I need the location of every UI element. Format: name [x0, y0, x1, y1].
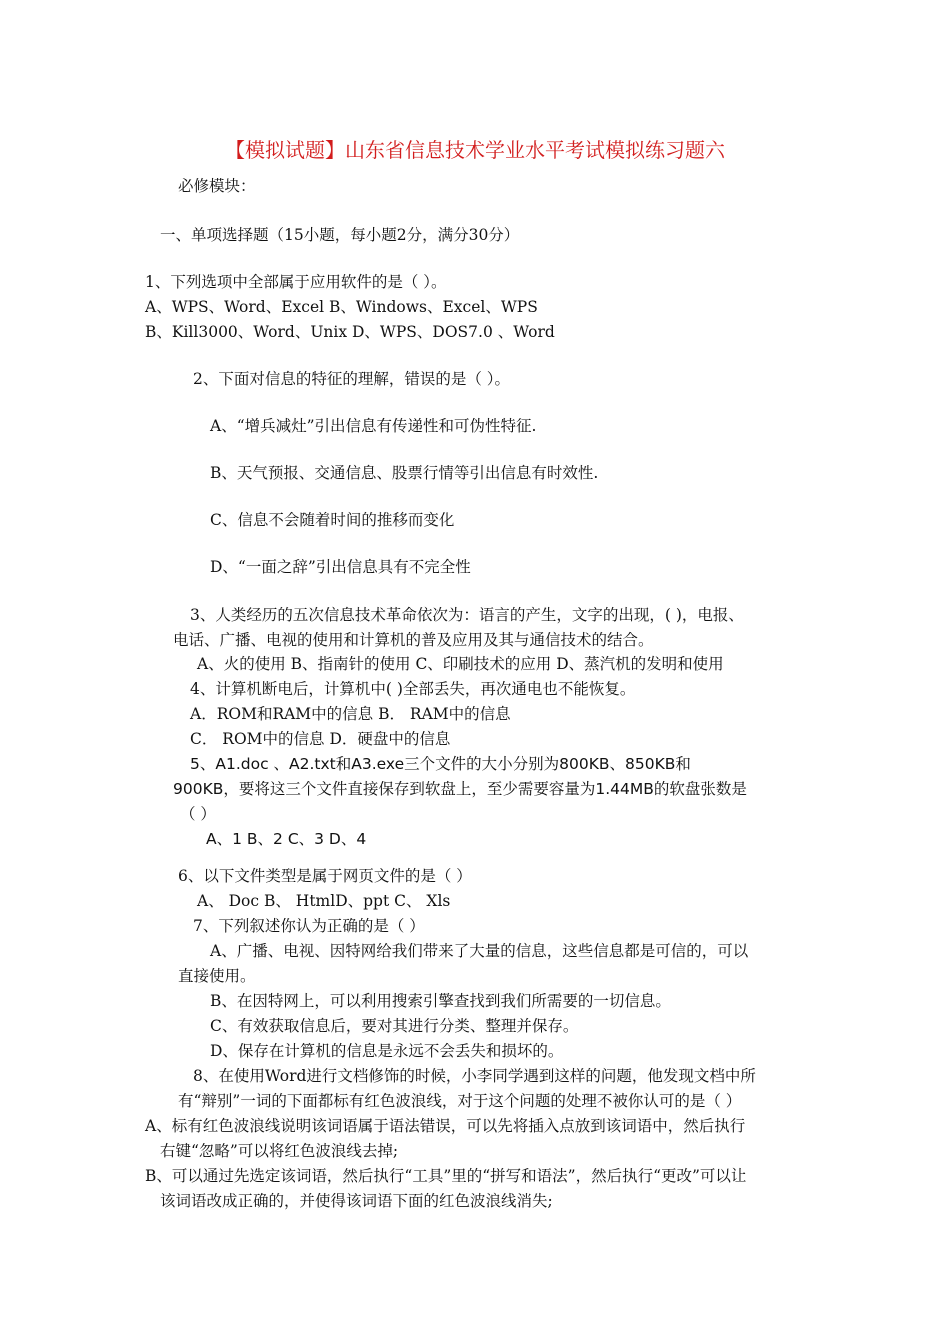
q1-options-line2: B、Kill3000、Word、Unix D、WPS、DOS7.0 、Word [145, 323, 555, 341]
q2-option-a: A、“增兵减灶”引出信息有传递性和可伪性特征. [210, 417, 537, 435]
q5-stem-line2: 900KB，要将这三个文件直接保存到软盘上，至少需要容量为1.44MB的软盘张数是 [173, 780, 747, 798]
q7-option-a-line2: 直接使用。 [178, 967, 256, 985]
q3-options: A、火的使用 B、指南针的使用 C、印刷技术的应用 D、蒸汽机的发明和使用 [197, 655, 724, 673]
q8-option-a-line1: A、标有红色波浪线说明该词语属于语法错误，可以先将插入点放到该词语中，然后执行 [145, 1117, 746, 1135]
q1-stem: 1、下列选项中全部属于应用软件的是（ ）。 [145, 273, 447, 291]
q4-options-line2: C． ROM中的信息 D．硬盘中的信息 [190, 730, 451, 748]
q2-option-c: C、信息不会随着时间的推移而变化 [210, 511, 455, 529]
section-heading: 一、单项选择题（15小题，每小题2分，满分30分） [160, 226, 520, 244]
q2-stem: 2、下面对信息的特征的理解，错误的是（ ）。 [193, 370, 511, 388]
q7-option-b: B、在因特网上，可以利用搜索引擎查找到我们所需要的一切信息。 [210, 992, 671, 1010]
q1-options-line1: A、WPS、Word、Excel B、Windows、Excel、WPS [145, 298, 538, 316]
q8-option-a-line2: 右键“忽略”可以将红色波浪线去掉; [160, 1142, 399, 1160]
q8-stem-line2: 有“辩别”一词的下面都标有红色波浪线，对于这个问题的处理不被你认可的是（ ） [178, 1092, 742, 1110]
q2-option-b: B、天气预报、交通信息、股票行情等引出信息有时效性. [210, 464, 599, 482]
q7-stem: 7、下列叙述你认为正确的是（ ） [193, 917, 425, 935]
q7-option-d: D、保存在计算机的信息是永远不会丢失和损坏的。 [210, 1042, 564, 1060]
q3-stem-line2: 电话、广播、电视的使用和计算机的普及应用及其与通信技术的结合。 [173, 631, 654, 649]
q7-option-a-line1: A、广播、电视、因特网给我们带来了大量的信息，这些信息都是可信的，可以 [210, 942, 749, 960]
q3-stem-line1: 3、人类经历的五次信息技术革命依次为：语言的产生，文字的出现，( )，电报、 [190, 606, 744, 624]
q8-option-b-line2: 该词语改成正确的，并使得该词语下面的红色波浪线消失; [160, 1192, 553, 1210]
q6-options: A、 Doc B、 HtmlD、ppt C、 Xls [197, 892, 451, 910]
page-title: 【模拟试题】山东省信息技术学业水平考试模拟练习题六 [225, 138, 725, 162]
q8-stem-line1: 8、在使用Word进行文档修饰的时候，小李同学遇到这样的问题，他发现文档中所 [193, 1067, 756, 1085]
q5-options: A、1 B、2 C、3 D、4 [206, 830, 367, 848]
q8-option-b-line1: B、可以通过先选定该词语，然后执行“工具”里的“拼写和语法”，然后执行“更改”可以让 [145, 1167, 747, 1185]
module-label: 必修模块： [178, 177, 256, 195]
q4-stem: 4、计算机断电后，计算机中( )全部丢失，再次通电也不能恢复。 [190, 680, 636, 698]
q6-stem: 6、以下文件类型是属于网页文件的是（ ） [178, 867, 472, 885]
q5-stem-line3: （ ） [180, 805, 216, 823]
q5-stem-line1: 5、A1.doc 、A2.txt和A3.exe三个文件的大小分别为800KB、850KB和 [190, 755, 691, 773]
q4-options-line1: A．ROM和RAM中的信息 B． RAM中的信息 [190, 705, 511, 723]
q7-option-c: C、有效获取信息后，要对其进行分类、整理并保存。 [210, 1017, 579, 1035]
q2-option-d: D、“一面之辞”引出信息具有不完全性 [210, 558, 471, 576]
